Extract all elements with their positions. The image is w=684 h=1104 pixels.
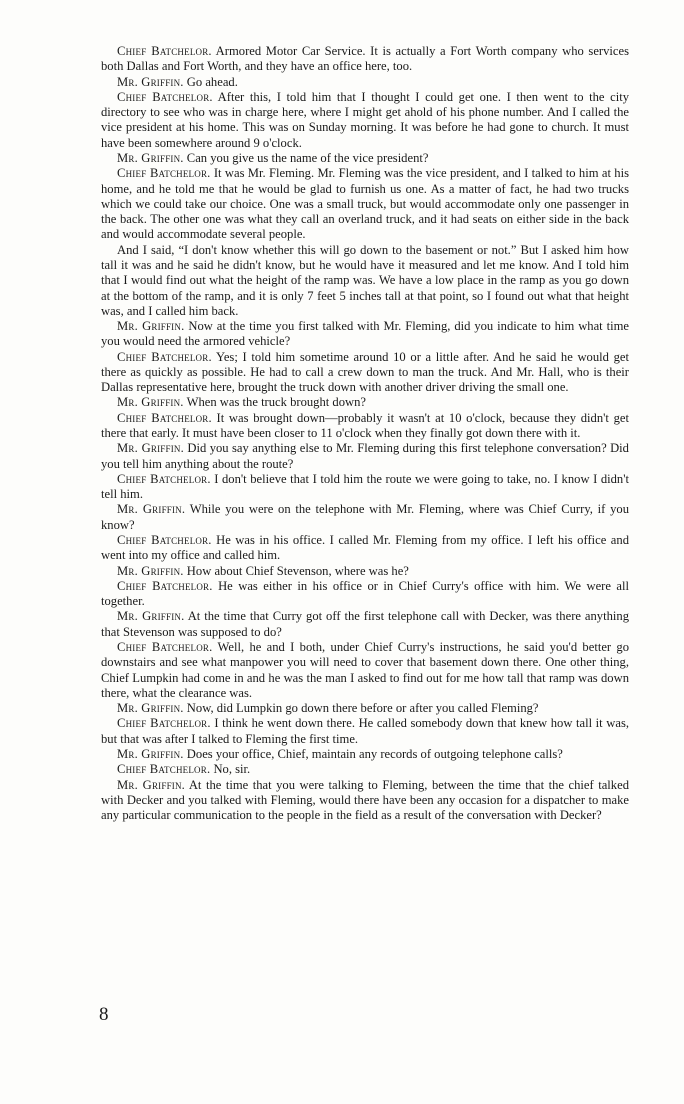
- speaker-name: Chief Batchelor.: [117, 410, 212, 425]
- paragraph-text: He was either in his office or in Chief Curry's office with him. We were all together.: [101, 578, 630, 609]
- transcript-paragraph: [101, 472, 629, 503]
- paragraph-text: Can you give us the name of the vice president?: [183, 150, 429, 165]
- speaker-name: Chief Batchelor.: [117, 89, 213, 104]
- paragraph-text: I think he went down there. He called somebody down that knew how tall it was, but that was after I talked to Fleming the first time.: [101, 716, 629, 746]
- speaker-name: Mr. Griffin.: [117, 563, 184, 578]
- speaker-name: Chief Batchelor.: [117, 762, 211, 777]
- paragraph-text: And I said, “I don't know whether this will go down to the basement or not.” But I asked him how tall it was and he said he didn't know, but he would have it measured and let me know. And I told him that I would find out what the height of the ramp was. We have a low place in the ramp as you go down at the bottom of the ramp, and it is only 7 feet 5 inches tall at that point, so I found out what that height was, and I called him back.: [101, 242, 629, 318]
- transcript-paragraph: [101, 441, 629, 472]
- paragraph-text: Well, he and I both, under Chief Curry's instructions, he said you'd better go downstairs and see what manpower you will need to cover that basement down there. One other thing, Chief Lumpkin had come in and he was the man I asked to find out for me how tall that ramp was down there, what the clearance was.: [101, 639, 630, 700]
- speaker-name: Mr. Griffin.: [117, 746, 184, 761]
- transcript-paragraph: [101, 395, 629, 410]
- paragraph-text: After this, I told him that I thought I could get one. I then went to the city directory to see who was in charge here, where I might get ahold of his phone number. And I called the vice president at his home. This was on Sunday morning. It was before he had gone to church. It must have been somewhere around 9 o'clock.: [101, 89, 629, 150]
- paragraph-text: When was the truck brought down?: [183, 395, 366, 410]
- paragraph-text: It was Mr. Fleming. Mr. Fleming was the vice president, and I talked to him at his home, and he told me that he would be glad to furnish us one. As a matter of fact, he had two trucks which we could take our choice. One was a small truck, but would accommodate only one passenger in the back. The other one was what they call an overland truck, and it had seats on either side in the back and would accommodate several people.: [101, 166, 630, 242]
- speaker-name: Chief Batchelor.: [117, 578, 213, 593]
- paragraph-text: While you were on the telephone with Mr. Fleming, where was Chief Curry, if you know?: [101, 502, 629, 532]
- paragraph-text: It was brought down—probably it wasn't at 10 o'clock, because they didn't get there that early. It must have been closer to 11 o'clock when they finally got down there with it.: [101, 410, 629, 441]
- transcript-paragraph: [101, 166, 629, 242]
- speaker-name: Mr. Griffin.: [117, 777, 186, 792]
- speaker-name: Mr. Griffin.: [117, 701, 184, 716]
- paragraph-text: At the time that you were talking to Fleming, between the time that the chief talked with Decker and you talked with Fleming, would there have been any occasion for a dispatcher to make any particular communication to the people in the field as a result of the conversation with Decker?: [101, 777, 629, 823]
- transcript-paragraph: [101, 579, 629, 610]
- page-number: 8: [99, 1004, 109, 1025]
- paragraph-text: At the time that Curry got off the first telephone call with Decker, was there anything that Stevenson was supposed to do?: [101, 609, 629, 639]
- transcript-body: [101, 44, 629, 823]
- speaker-name: Chief Batchelor.: [117, 349, 212, 364]
- paragraph-text: Now, did Lumpkin go down there before or after you called Fleming?: [183, 701, 539, 716]
- transcript-paragraph: [101, 411, 629, 442]
- transcript-paragraph: [101, 243, 629, 319]
- transcript-paragraph: [101, 533, 629, 564]
- transcript-paragraph: [101, 151, 629, 166]
- transcript-paragraph: [101, 640, 629, 701]
- paragraph-text: Go ahead.: [183, 74, 238, 89]
- transcript-paragraph: [101, 716, 629, 747]
- speaker-name: Chief Batchelor.: [117, 44, 212, 58]
- transcript-paragraph: [101, 778, 629, 824]
- transcript-paragraph: [101, 44, 629, 75]
- transcript-paragraph: [101, 609, 629, 640]
- speaker-name: Mr. Griffin.: [117, 502, 186, 517]
- speaker-name: Mr. Griffin.: [117, 319, 185, 334]
- paragraph-text: Does your office, Chief, maintain any records of outgoing telephone calls?: [183, 746, 563, 761]
- speaker-name: Chief Batchelor.: [117, 533, 212, 547]
- paragraph-text: How about Chief Stevenson, where was he?: [183, 563, 409, 578]
- paragraph-text: Yes; I told him sometime around 10 or a little after. And he said he would get there as quickly as possible. He had to call a crew down to man the truck. And Mr. Hall, who is their Dallas representative here, brought the truck down with another driver driving the small one.: [101, 349, 629, 395]
- transcript-paragraph: [101, 747, 629, 762]
- paragraph-text: Now at the time you first talked with Mr. Fleming, did you indicate to him what time you would need the armored vehicle?: [101, 319, 629, 349]
- speaker-name: Mr. Griffin.: [117, 441, 184, 456]
- transcript-paragraph: [101, 502, 629, 533]
- paragraph-text: Did you say anything else to Mr. Fleming during this first telephone conversation? Did you tell him anything about the route?: [101, 441, 629, 471]
- speaker-name: Chief Batchelor.: [117, 639, 213, 654]
- transcript-paragraph: [101, 319, 629, 350]
- transcript-paragraph: [101, 75, 629, 90]
- paragraph-text: No, sir.: [210, 762, 251, 777]
- speaker-name: Chief Batchelor.: [117, 716, 211, 731]
- speaker-name: Chief Batchelor.: [117, 166, 211, 181]
- paragraph-text: He was in his office. I called Mr. Fleming from my office. I left his office and went into my office and called him.: [101, 533, 629, 563]
- transcript-paragraph: [101, 762, 629, 777]
- speaker-name: Mr. Griffin.: [117, 395, 184, 410]
- speaker-name: Mr. Griffin.: [117, 609, 185, 624]
- paragraph-text: I don't believe that I told him the route we were going to take, no. I know I didn't tell him.: [101, 471, 629, 502]
- transcript-paragraph: [101, 350, 629, 396]
- transcript-paragraph: [101, 564, 629, 579]
- transcript-paragraph: [101, 90, 629, 151]
- speaker-name: Mr. Griffin.: [117, 74, 184, 89]
- paragraph-text: Armored Motor Car Service. It is actually a Fort Worth company who services both Dallas and Fort Worth, and they have an office here, too.: [101, 44, 629, 74]
- speaker-name: Mr. Griffin.: [117, 150, 184, 165]
- speaker-name: Chief Batchelor.: [117, 471, 211, 486]
- transcript-paragraph: [101, 701, 629, 716]
